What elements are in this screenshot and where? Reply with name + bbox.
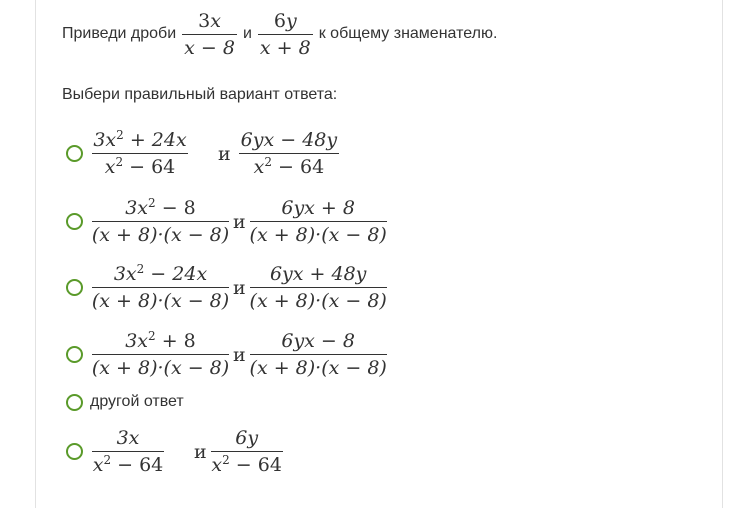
answer-option-3[interactable] — [66, 261, 387, 314]
question-prefix: Приведи дроби — [62, 25, 177, 42]
question-text — [62, 4, 503, 64]
option-6-conjunction: и — [194, 440, 207, 463]
option-2-conjunction: и — [233, 210, 246, 233]
option-6-fraction-b: $\frac{6y}{x^2 - 64}$ — [211, 427, 282, 476]
answer-option-1[interactable] — [66, 127, 339, 180]
question-and: и — [242, 25, 252, 42]
option-1-conjunction: и — [218, 142, 231, 165]
left-border — [35, 0, 36, 508]
question-suffix: к общему знаменателю. — [318, 25, 498, 42]
option-4-conjunction: и — [233, 343, 246, 366]
answer-option-6[interactable] — [66, 425, 283, 478]
radio-button[interactable] — [66, 394, 83, 411]
answer-option-5[interactable] — [66, 393, 184, 411]
option-6-fraction-a: $\frac{3x}{x^2 - 64}$ — [92, 427, 164, 476]
radio-button[interactable] — [66, 213, 83, 230]
option-3-fraction-a: $\frac{3x^2 - 24x}{(x + 8)\cdot(x - 8)}$ — [91, 262, 230, 312]
right-border — [722, 0, 723, 508]
question-fraction-1: $\frac{3x}{x - 8}$ — [184, 9, 235, 59]
option-3-fraction-b: $\frac{6yx + 48y}{(x + 8)\cdot(x - 8)}$ — [249, 263, 387, 312]
question-fraction-2: $\frac{6y}{x + 8}$ — [259, 9, 311, 59]
option-3-conjunction: и — [233, 276, 246, 299]
option-1-fraction-b: $\frac{6yx - 48y}{x^2 - 64}$ — [240, 129, 338, 178]
option-4-fraction-b: $\frac{6yx - 8}{(x + 8)\cdot(x - 8)}$ — [249, 330, 387, 379]
answer-option-4[interactable] — [66, 328, 387, 381]
answer-option-2[interactable] — [66, 195, 387, 248]
radio-button[interactable] — [66, 443, 83, 460]
radio-button[interactable] — [66, 145, 83, 162]
radio-button[interactable] — [66, 279, 83, 296]
option-2-fraction-a: $\frac{3x^2 - 8}{(x + 8)\cdot(x - 8)}$ — [91, 196, 230, 246]
answer-prompt: Выбери правильный вариант ответа: — [62, 86, 338, 103]
option-1-fraction-a: $\frac{3x^2 + 24x}{x^2 - 64}$ — [93, 128, 187, 178]
option-2-fraction-b: $\frac{6yx + 8}{(x + 8)\cdot(x - 8)}$ — [249, 197, 387, 246]
radio-button[interactable] — [66, 346, 83, 363]
option-other-label: другой ответ — [90, 393, 184, 410]
option-4-fraction-a: $\frac{3x^2 + 8}{(x + 8)\cdot(x - 8)}$ — [91, 329, 230, 379]
